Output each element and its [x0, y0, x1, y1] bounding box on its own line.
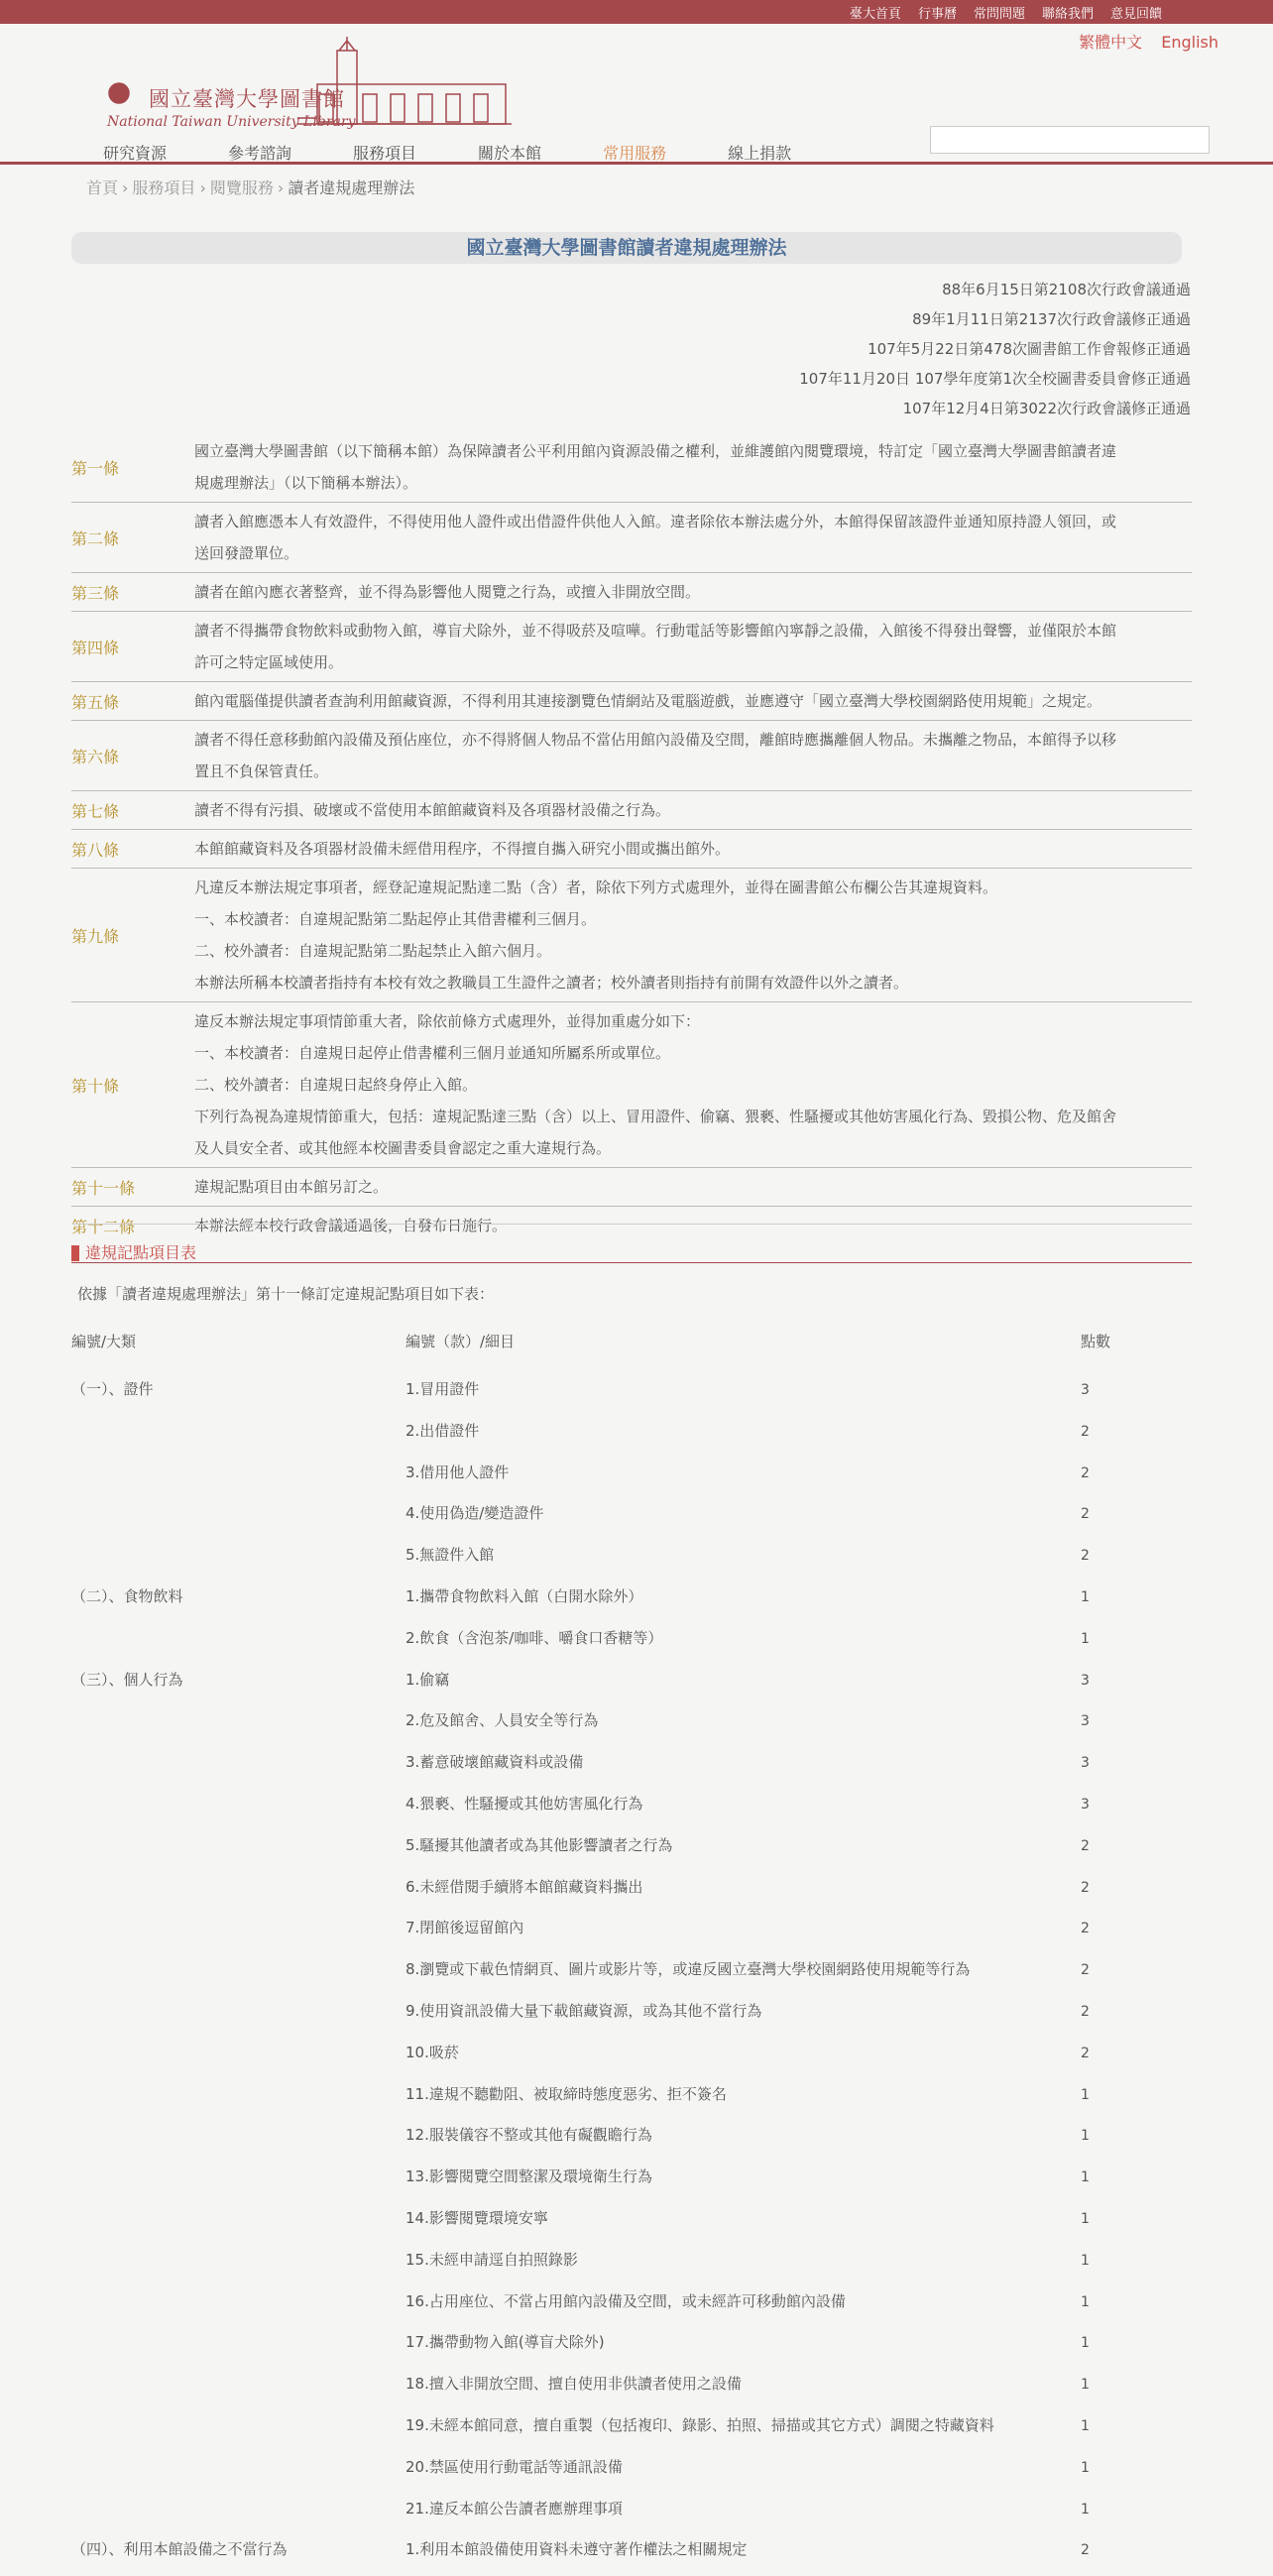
amendment-line: 107年5月22日第478次圖書館工作會報修正通過 — [868, 340, 1191, 358]
table-header-cell: 編號/大類 — [71, 1333, 137, 1350]
amendment-line: 88年6月15日第2108次行政會議通過 — [942, 281, 1191, 298]
article-line: 許可之特定區域使用。 — [194, 653, 344, 671]
table-intro: 依據「讀者違規處理辦法」第十一條訂定違規記點項目如下表： — [77, 1285, 495, 1303]
category-cell — [71, 1458, 405, 1499]
points-cell: 1 — [1081, 1588, 1090, 1605]
main-nav — [103, 141, 853, 164]
points-cell: 3 — [1081, 1672, 1090, 1689]
item-cell: 1.攜帶食物飲料入館（白開水除外） — [405, 1586, 643, 1605]
points-cell: 1 — [1081, 2335, 1090, 2352]
article-number: 第十一條 — [71, 1178, 136, 1198]
article-row — [71, 721, 1192, 791]
article-body — [194, 615, 1192, 678]
table-header-cell: 點數 — [1081, 1333, 1111, 1350]
item-cell: 4.猥褻、性騷擾或其他妨害風化行為 — [405, 1794, 643, 1813]
top-utility-bar — [0, 0, 1273, 24]
top-link-faq[interactable]: 常問問題 — [973, 6, 1025, 22]
section-heading: 違規記點項目表 — [71, 1243, 1192, 1263]
category-cell — [71, 1623, 405, 1665]
article-body — [194, 833, 1192, 865]
table-row — [71, 1416, 1192, 1458]
item-cell: 9.使用資訊設備大量下載館藏資源，或為其他不當行為 — [405, 2001, 762, 2020]
category-cell — [71, 1789, 405, 1830]
item-cell: 13.影響閱覽空間整潔及環境衛生行為 — [405, 2167, 652, 2186]
violation-points-table — [71, 1327, 1192, 2576]
table-row — [71, 1374, 1192, 1416]
table-header-cell: 編號（款）/細目 — [405, 1333, 516, 1350]
points-cell: 2 — [1081, 1879, 1090, 1896]
table-row — [71, 2534, 1192, 2576]
item-cell: 1.利用本館設備使用資料未遵守著作權法之相關規定 — [405, 2540, 748, 2559]
points-cell: 2 — [1081, 1962, 1090, 1979]
article-line: 讀者不得任意移動館內設備及預佔座位，亦不得將個人物品不當佔用館內設備及空間，離館時應攜離個人物品。未攜離之物品，本館得予以移 — [194, 731, 1117, 749]
points-cell: 1 — [1081, 2417, 1090, 2434]
category-cell — [71, 2038, 405, 2079]
article-number: 第六條 — [71, 747, 120, 766]
category-cell — [71, 2452, 405, 2494]
item-cell: 6.未經借閱手續將本館館藏資料攜出 — [405, 1877, 643, 1896]
article-body — [194, 724, 1192, 787]
table-row — [71, 1458, 1192, 1499]
breadcrumb-reading-services[interactable]: 閱覽服務 — [209, 178, 274, 197]
points-cell: 3 — [1081, 1796, 1090, 1813]
points-cell: 1 — [1081, 2459, 1090, 2476]
article-line: 規處理辦法」（以下簡稱本辦法）。 — [194, 474, 418, 492]
nav-research-resources[interactable]: 研究資源 — [103, 144, 168, 163]
article-row — [71, 503, 1192, 573]
article-number: 第九條 — [71, 926, 120, 946]
table-row — [71, 2410, 1192, 2452]
points-cell: 1 — [1081, 2169, 1090, 2186]
top-link-contact[interactable]: 聯絡我們 — [1041, 6, 1094, 22]
item-cell: 1.偷竊 — [405, 1670, 450, 1689]
points-cell: 1 — [1081, 2501, 1090, 2517]
article-number: 第二條 — [71, 528, 120, 548]
category-cell — [71, 2327, 405, 2369]
item-cell: 4.使用偽造/變造證件 — [405, 1504, 544, 1523]
table-row — [71, 2245, 1192, 2286]
category-cell — [71, 1540, 405, 1581]
article-number: 第八條 — [71, 840, 120, 860]
points-cell: 2 — [1081, 1506, 1090, 1523]
table-row — [71, 1623, 1192, 1665]
nav-reference[interactable]: 參考諮詢 — [228, 144, 292, 163]
article-line: 本辦法經本校行政會議通過後，自發布日施行。 — [194, 1217, 508, 1234]
points-cell: 1 — [1081, 2377, 1090, 2394]
article-body — [194, 794, 1192, 826]
item-cell: 8.瀏覽或下載色情網頁、圖片或影片等，或違反國立臺灣大學校園網路使用規範等行為 — [405, 1960, 971, 1979]
article-line: 讀者入館應憑本人有效證件，不得使用他人證件或出借證件供他人入館。違者除依本辦法處分外，本館得保留該證件並通知原持證人領回，或 — [194, 513, 1117, 530]
item-cell: 7.閉館後逗留館內 — [405, 1919, 524, 1937]
nav-donation[interactable]: 線上捐款 — [728, 144, 792, 163]
article-number: 第十條 — [71, 1076, 120, 1096]
points-cell: 2 — [1081, 1423, 1090, 1440]
article-line: 讀者在館內應衣著整齊，並不得為影響他人閱覽之行為，或擅入非開放空間。 — [194, 583, 701, 601]
table-row — [71, 1705, 1192, 1747]
article-row — [71, 432, 1192, 503]
table-row — [71, 2203, 1192, 2245]
table-header-row — [71, 1327, 1192, 1374]
breadcrumb-home[interactable]: 首頁 — [86, 178, 119, 197]
item-cell: 2.出借證件 — [405, 1421, 480, 1440]
category-cell — [71, 1705, 405, 1747]
article-number: 第五條 — [71, 692, 120, 712]
points-cell: 2 — [1081, 1921, 1090, 1937]
article-row — [71, 869, 1192, 1002]
category-cell — [71, 1954, 405, 1996]
article-body — [194, 872, 1192, 998]
language-switcher — [1065, 30, 1218, 53]
table-row — [71, 2120, 1192, 2162]
table-row — [71, 1665, 1192, 1706]
regulation-articles — [71, 432, 1192, 1244]
article-line: 一、本校讀者：自違規記點第二點起停止其借書權利三個月。 — [194, 910, 597, 928]
points-cell: 2 — [1081, 2045, 1090, 2061]
table-row — [71, 1913, 1192, 1954]
section-divider — [71, 1224, 1192, 1225]
item-cell: 12.服裝儀容不整或其他有礙觀瞻行為 — [405, 2126, 652, 2145]
table-row — [71, 1747, 1192, 1789]
breadcrumb-separator: › — [122, 178, 129, 197]
item-cell: 1.冒用證件 — [405, 1380, 480, 1398]
amendment-line: 107年12月4日第3022次行政會議修正通過 — [902, 400, 1191, 417]
article-body — [194, 1005, 1192, 1164]
top-link-ntu-home[interactable]: 臺大首頁 — [849, 6, 901, 22]
article-row — [71, 573, 1192, 612]
category-cell — [71, 1872, 405, 1914]
table-row — [71, 1954, 1192, 1996]
points-cell: 1 — [1081, 2293, 1090, 2310]
article-number: 第七條 — [71, 801, 120, 821]
item-cell: 3.借用他人證件 — [405, 1463, 510, 1481]
article-line: 本館館藏資料及各項器材設備未經借用程序，不得擅自攜入研究小間或攜出館外。 — [194, 840, 731, 858]
article-line: 送回發證單位。 — [194, 544, 299, 562]
item-cell: 2.飲食（含泡茶/咖啡、嚼食口香糖等） — [405, 1628, 663, 1647]
nav-common-services[interactable]: 常用服務 — [603, 144, 667, 163]
breadcrumb-separator: › — [199, 178, 206, 197]
lang-en-link[interactable]: English — [1161, 33, 1218, 52]
category-cell: （二）、食物飲料 — [71, 1586, 183, 1605]
points-cell: 2 — [1081, 1548, 1090, 1565]
points-cell: 3 — [1081, 1755, 1090, 1772]
category-cell — [71, 2410, 405, 2452]
lang-zh-link[interactable]: 繁體中文 — [1079, 33, 1143, 52]
logo-title-en: National Taiwan University Library — [107, 114, 356, 130]
item-cell: 3.蓄意破壞館藏資料或設備 — [405, 1753, 584, 1772]
table-row — [71, 1789, 1192, 1830]
library-logo[interactable] — [103, 37, 512, 148]
item-cell: 21.違反本館公告讀者應辦理事項 — [405, 2499, 623, 2517]
table-row — [71, 2369, 1192, 2410]
nav-about[interactable]: 關於本館 — [478, 144, 542, 163]
item-cell: 14.影響閱覽環境安寧 — [405, 2208, 548, 2227]
category-cell: （一）、證件 — [71, 1380, 154, 1398]
table-row — [71, 2452, 1192, 2494]
top-link-calendar[interactable]: 行事曆 — [917, 6, 957, 22]
item-cell: 5.無證件入館 — [405, 1546, 495, 1565]
article-body — [194, 435, 1192, 499]
points-cell: 1 — [1081, 2086, 1090, 2103]
item-cell: 2.危及館舍、人員安全等行為 — [405, 1711, 599, 1730]
article-line: 違規記點項目由本館另訂之。 — [194, 1178, 389, 1196]
logo-title-zh: 國立臺灣大學圖書館 — [149, 87, 345, 111]
article-row — [71, 1002, 1192, 1168]
article-row — [71, 830, 1192, 869]
points-cell: 1 — [1081, 2128, 1090, 2145]
amendment-history — [799, 278, 1191, 426]
item-cell: 19.未經本館同意，擅自重製（包括複印、錄影、拍照、掃描或其它方式）調閱之特藏資料 — [405, 2415, 994, 2434]
breadcrumb-separator: › — [277, 178, 285, 197]
category-cell — [71, 2494, 405, 2535]
article-number: 第四條 — [71, 638, 120, 657]
article-line: 違反本辦法規定事項情節重大者，除依前條方式處理外，並得加重處分如下： — [194, 1012, 701, 1030]
article-line: 二、校外讀者：自違規記點第二點起禁止入館六個月。 — [194, 942, 552, 960]
category-cell — [71, 1498, 405, 1540]
article-row — [71, 612, 1192, 682]
points-cell: 2 — [1081, 2003, 1090, 2020]
category-cell — [71, 1913, 405, 1954]
category-cell — [71, 1996, 405, 2038]
breadcrumb — [86, 176, 414, 198]
table-row — [71, 1581, 1192, 1623]
article-body — [194, 506, 1192, 569]
table-row — [71, 2286, 1192, 2328]
points-cell: 2 — [1081, 2542, 1090, 2559]
table-row — [71, 2327, 1192, 2369]
item-cell: 18.擅入非開放空間、擅自使用非供讀者使用之設備 — [405, 2375, 742, 2394]
article-line: 及人員安全者、或其他經本校圖書委員會認定之重大違規行為。 — [194, 1139, 612, 1157]
article-line: 館內電腦僅提供讀者查詢利用館藏資源，不得利用其連接瀏覽色情網站及電腦遊戲，並應遵守「國立臺灣大學校園網路使用規範」之規定。 — [194, 692, 1102, 710]
category-cell — [71, 2286, 405, 2328]
table-row — [71, 1872, 1192, 1914]
table-row — [71, 2079, 1192, 2121]
article-line: 讀者不得攜帶食物飲料或動物入館，導盲犬除外，並不得吸菸及喧嘩。行動電話等影響館內寧靜之設備，入館後不得發出聲響，並僅限於本館 — [194, 622, 1117, 640]
article-body — [194, 1210, 1192, 1241]
item-cell: 10.吸菸 — [405, 2043, 459, 2061]
article-number: 第十二條 — [71, 1217, 136, 1236]
article-line: 本辦法所稱本校讀者指持有本校有效之教職員工生證件之讀者；校外讀者則指持有前開有效證件以外之讀者。 — [194, 974, 909, 992]
category-cell — [71, 2369, 405, 2410]
article-line: 一、本校讀者：自違規日起停止借書權利三個月並通知所屬系所或單位。 — [194, 1044, 671, 1062]
category-cell: （四）、利用本館設備之不當行為 — [71, 2540, 288, 2559]
article-line: 二、校外讀者：自違規日起終身停止入館。 — [194, 1076, 478, 1094]
article-line: 凡違反本辦法規定事項者，經登記違規記點達二點（含）者，除依下列方式處理外，並得在圖書館公布欄公告其違規資料。 — [194, 878, 998, 896]
article-body — [194, 1171, 1192, 1203]
article-row — [71, 1168, 1192, 1207]
item-cell: 17.攜帶動物入館(導盲犬除外) — [405, 2333, 605, 2352]
category-cell — [71, 2079, 405, 2121]
article-line: 置且不負保管責任。 — [194, 762, 329, 780]
article-line: 國立臺灣大學圖書館（以下簡稱本館）為保障讀者公平利用館內資源設備之權利，並維護館內閱覽環境，特訂定「國立臺灣大學圖書館讀者違 — [194, 442, 1117, 460]
points-cell: 2 — [1081, 1837, 1090, 1854]
breadcrumb-services[interactable]: 服務項目 — [132, 178, 196, 197]
points-cell: 1 — [1081, 2210, 1090, 2227]
article-number: 第一條 — [71, 458, 120, 478]
article-number: 第三條 — [71, 583, 120, 603]
points-cell: 2 — [1081, 1464, 1090, 1481]
article-row — [71, 1207, 1192, 1244]
nav-services[interactable]: 服務項目 — [353, 144, 417, 163]
category-cell — [71, 2120, 405, 2162]
table-row — [71, 2494, 1192, 2535]
category-cell — [71, 1830, 405, 1872]
points-cell: 1 — [1081, 2252, 1090, 2269]
article-row — [71, 682, 1192, 721]
article-body — [194, 685, 1192, 717]
table-row — [71, 1498, 1192, 1540]
category-cell — [71, 2203, 405, 2245]
table-row — [71, 1830, 1192, 1872]
site-header — [0, 24, 1273, 165]
table-row — [71, 2038, 1192, 2079]
article-body — [194, 576, 1192, 608]
top-link-feedback[interactable]: 意見回饋 — [1109, 6, 1162, 22]
item-cell: 16.占用座位、不當占用館內設備及空間，或未經許可移動館內設備 — [405, 2291, 846, 2310]
amendment-line: 107年11月20日 107學年度第1次全校圖書委員會修正通過 — [799, 370, 1191, 388]
search-input[interactable] — [930, 126, 1210, 154]
breadcrumb-current: 讀者違規處理辦法 — [288, 178, 415, 197]
table-row — [71, 1996, 1192, 2038]
amendment-line: 89年1月11日第2137次行政會議修正通過 — [912, 310, 1191, 328]
category-cell — [71, 1747, 405, 1789]
category-cell: （三）、個人行為 — [71, 1670, 183, 1689]
points-cell: 3 — [1081, 1382, 1090, 1398]
category-cell — [71, 2245, 405, 2286]
article-row — [71, 791, 1192, 830]
points-cell: 1 — [1081, 1630, 1090, 1647]
page-title: 國立臺灣大學圖書館讀者違規處理辦法 — [71, 232, 1182, 264]
category-cell — [71, 1416, 405, 1458]
item-cell: 5.騷擾其他讀者或為其他影響讀者之行為 — [405, 1835, 673, 1854]
item-cell: 15.未經申請逕自拍照錄影 — [405, 2250, 578, 2269]
article-line: 下列行為視為違規情節重大，包括：違規記點達三點（含）以上、冒用證件、偷竊、猥褻、性騷擾或其他妨害風化行為、毀損公物、危及館舍 — [194, 1108, 1117, 1125]
points-cell: 3 — [1081, 1713, 1090, 1730]
table-row — [71, 2162, 1192, 2203]
category-cell — [71, 2162, 405, 2203]
article-line: 讀者不得有污損、破壞或不當使用本館館藏資料及各項器材設備之行為。 — [194, 801, 671, 819]
item-cell: 11.違規不聽勸阻、被取締時態度惡劣、拒不簽名 — [405, 2084, 727, 2103]
table-row — [71, 1540, 1192, 1581]
item-cell: 20.禁區使用行動電話等通訊設備 — [405, 2457, 623, 2476]
